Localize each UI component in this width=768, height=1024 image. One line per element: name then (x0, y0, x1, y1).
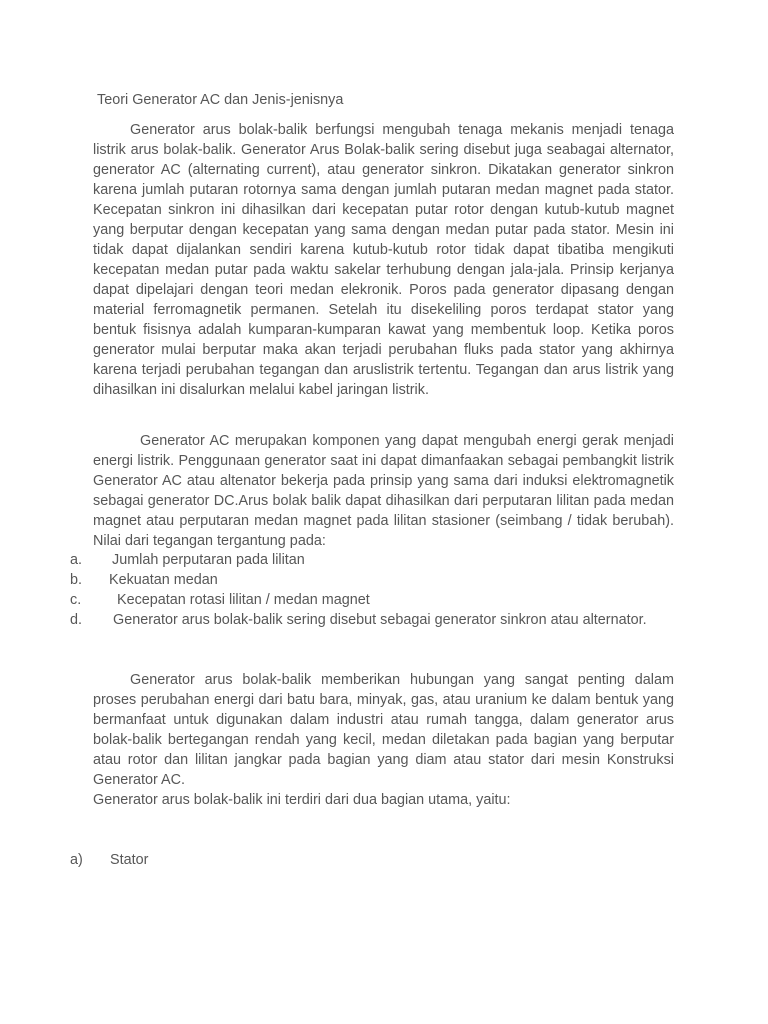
list-marker: d. (70, 612, 83, 628)
section-marker: a) (70, 852, 83, 868)
section-title: Stator (110, 852, 149, 868)
paragraph-1: Generator arus bolak-balik berfungsi mengubah tenaga mekanis menjadi tenaga listrik arus bolak-balik. Generator Arus Bolak-balik sering disebut juga seabagai alternator, generator AC (alternating current), atau generator sinkron. Dikatakan generator sinkron karena jumlah putaran rotornya sama dengan jumlah putaran medan magnet pada stator. Kecepatan sinkron ini dihasilkan dari kecepatan putar rotor dengan kutub-kutub magnet yang berputar dengan kecepatan yang sama dengan medan putar pada stator. Mesin ini tidak dapat dijalankan sendiri karena kutub-kutub rotor tidak dapat tibatiba mengikuti kecepatan medan putar pada waktu sakelar terhubung dengan jala-jala. Prinsip kerjanya dapat dipelajari dengan teori medan elekronik. Poros pada generator dipasang dengan material ferromagnetik permanen. Setelah itu disekeliling poros terdapat stator yang bentuk fisisnya adalah kumparan-kumparan kawat yang membentuk loop. Ketika poros generator mulai berputar maka akan terjadi perubahan fluks pada stator yang akhirnya karena terjadi perubahan tegangan dan aruslistrik tertentu. Tegangan dan arus listrik yang dihasilkan ini disalurkan melalui kabel jaringan listrik. (93, 122, 674, 398)
list-item-text: Kecepatan rotasi lilitan / medan magnet (117, 592, 370, 608)
paragraph-3: Generator arus bolak-balik memberikan hubungan yang sangat penting dalam proses perubahan energi dari batu bara, minyak, gas, atau uranium ke dalam bentuk yang bermanfaat untuk digunakan dalam industri atau rumah tangga, dalam generator arus bolak-balik bertegangan rendah yang kecil, medan diletakan pada bagian yang berputar atau rotor dan lilitan jangkar pada bagian yang diam atau stator dari mesin Konstruksi Generator AC. (93, 672, 674, 788)
list-marker: a. (70, 552, 83, 568)
document-title: Teori Generator AC dan Jenis-jenisnya (97, 92, 344, 108)
list-item-text: Kekuatan medan (109, 572, 218, 588)
list-marker: b. (70, 572, 83, 588)
voltage-factors-list (0, 550, 768, 650)
list-item (0, 550, 768, 570)
list-item (0, 570, 768, 590)
paragraph-2: Generator AC merupakan komponen yang dapat mengubah energi gerak menjadi energi listrik. Penggunaan generator saat ini dapat dimanfaakan sebagai pembangkit listrik Generator AC atau altenator bekerja pada prinsip yang sama dari induksi elektromagnetik sebagai generator DC.Arus bolak balik dapat dihasilkan dari perputaran lilitan pada medan magnet atau perputaran medan magnet pada lilitan stasioner (seimbang / tidak berubah). Nilai dari tegangan tergantung pada: (93, 433, 674, 549)
list-item-text: Jumlah perputaran pada lilitan (112, 552, 305, 568)
list-item (0, 590, 768, 610)
list-item (0, 610, 768, 650)
closing-line: Generator arus bolak-balik ini terdiri dari dua bagian utama, yaitu: (93, 792, 511, 808)
list-item-text: Generator arus bolak-balik sering disebut sebagai generator sinkron atau alternator. (113, 612, 647, 628)
list-marker: c. (70, 592, 82, 608)
